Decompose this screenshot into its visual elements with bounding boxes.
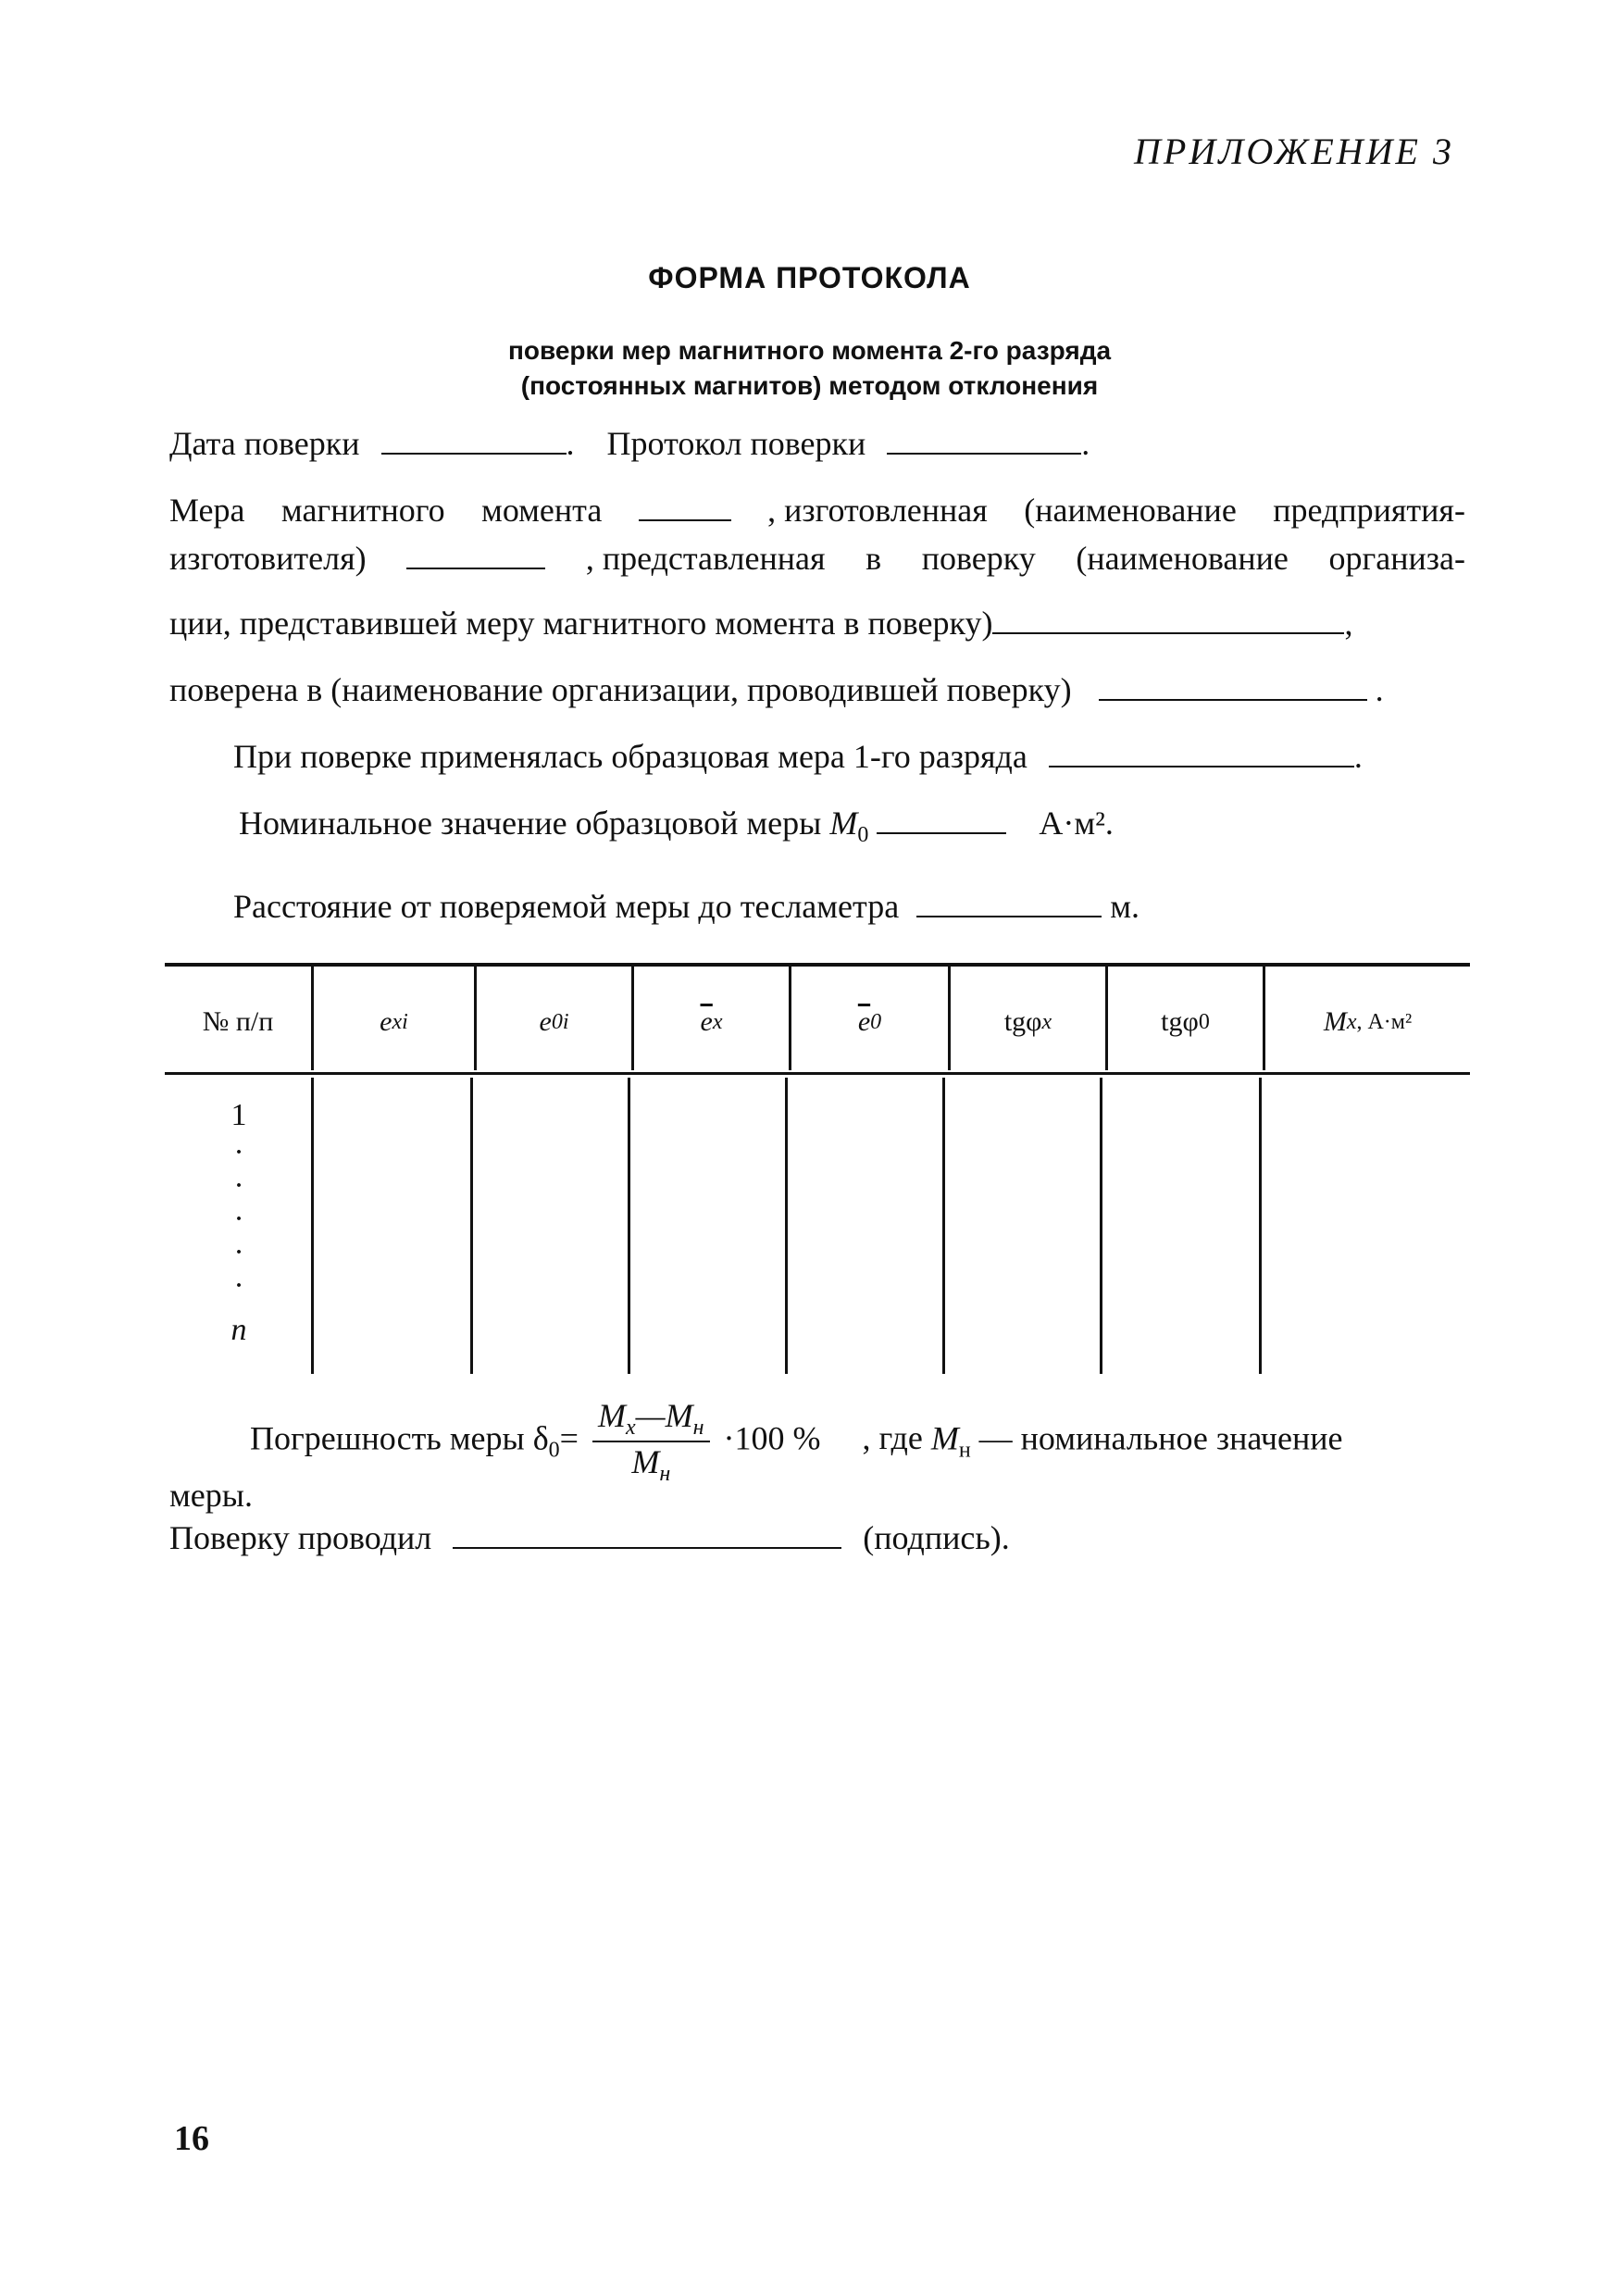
nominal-unit: А·м² xyxy=(1039,805,1105,842)
signature-label: (подпись). xyxy=(863,1519,1010,1556)
num-symbol: M xyxy=(597,1397,626,1434)
distance-field[interactable] xyxy=(916,890,1102,917)
protocol-number-field[interactable] xyxy=(887,427,1081,455)
divider xyxy=(628,1078,630,1374)
nominal-value-field[interactable] xyxy=(877,806,1006,834)
delta-symbol: δ xyxy=(532,1419,549,1457)
word: (наименование xyxy=(1024,492,1237,529)
header-symbol: tgφ xyxy=(1161,1006,1199,1037)
fraction-denominator xyxy=(592,1442,710,1487)
measure-moment-field[interactable] xyxy=(639,493,731,521)
nominal-line: Номинальное значение образцовой меры $M_0$ А·м². xyxy=(239,805,1114,848)
error-fraction xyxy=(592,1396,710,1487)
where-rest: — номинальное значение xyxy=(978,1419,1343,1457)
table-row-number: · xyxy=(233,1135,244,1169)
header-sub: x xyxy=(1346,1009,1357,1034)
measure-line-3: ции, представившей меру магнитного момента в поверку) , xyxy=(169,605,1353,642)
divider xyxy=(1100,1078,1102,1374)
subtitle-line-2: (постоянных магнитов) методом отклонения xyxy=(520,371,1099,400)
form-title: ФОРМА ПРОТОКОЛА xyxy=(648,261,971,294)
word: (наименование xyxy=(1076,540,1289,577)
m0-sub: 0 xyxy=(857,823,869,848)
divider xyxy=(1259,1078,1262,1374)
table-row-number: · xyxy=(233,1168,244,1203)
table-row-number: n xyxy=(230,1313,247,1347)
num-minus: —M xyxy=(635,1397,693,1434)
header-symbol: e xyxy=(539,1006,552,1037)
fraction-numerator xyxy=(592,1396,710,1442)
word: в xyxy=(866,540,882,577)
where-text: , где xyxy=(862,1419,923,1457)
mn-sub: н xyxy=(958,1438,971,1463)
reference-line: При поверке применялась образцовая мера 1-го разряда . xyxy=(233,738,1363,775)
delta-sub: 0 xyxy=(548,1438,560,1463)
reference-measure-field[interactable] xyxy=(1049,740,1354,767)
verifying-org-field[interactable] xyxy=(1099,673,1367,701)
word: изготовителя) xyxy=(169,540,367,577)
date-field[interactable] xyxy=(381,427,567,455)
where-line-2: меры. xyxy=(169,1477,253,1514)
header-symbol: e xyxy=(380,1006,392,1037)
column-header-ex-mean xyxy=(634,980,789,1065)
distance-unit: м. xyxy=(1110,888,1140,925)
header-sub: 0 xyxy=(1198,1009,1210,1034)
header-symbol: M xyxy=(1323,1006,1347,1037)
page-number: 16 xyxy=(174,2119,209,2158)
column-header-mx xyxy=(1265,980,1470,1065)
header-sub: 0i xyxy=(551,1009,569,1034)
word: Мера xyxy=(169,492,245,529)
protocol-label: Протокол поверки xyxy=(606,425,866,462)
word: поверку xyxy=(921,540,1036,577)
word: предприятия- xyxy=(1273,492,1465,529)
nominal-label: Номинальное значение образцовой меры xyxy=(239,805,822,842)
date-protocol-line: Дата поверки . Протокол поверки . xyxy=(169,425,1090,462)
divider xyxy=(470,1078,473,1374)
header-unit: , А·м² xyxy=(1356,1009,1413,1034)
error-formula-line: Погрешность меры $\delta_0=$ $\frac{M_x—M_н}{M_н}$ ·100 % , где $M_н$ — номинальное значение xyxy=(250,1397,1343,1487)
form-subtitle xyxy=(0,333,1619,404)
appendix-label: ПРИЛОЖЕНИЕ 3 xyxy=(1134,131,1454,172)
submitting-org-label: ции, представившей меру магнитного момента в поверку) xyxy=(169,605,993,642)
header-sub: x xyxy=(1041,1009,1052,1034)
measure-line-1 xyxy=(169,491,1465,530)
word: магнитного xyxy=(280,492,445,529)
fraction-tail: ·100 % xyxy=(723,1419,821,1457)
column-header-tgphi-x xyxy=(951,980,1105,1065)
num-sub2: н xyxy=(692,1416,704,1441)
reference-label: При поверке применялась образцовая мера 1-го разряда xyxy=(233,738,1027,775)
verified-line: поверена в (наименование организации, проводившей поверку) . xyxy=(169,671,1384,708)
divider xyxy=(942,1078,945,1374)
header-sub: 0 xyxy=(870,1009,882,1034)
distance-label: Расстояние от поверяемой меры до тесламетра xyxy=(233,888,900,925)
table-header-rule xyxy=(165,1072,1470,1075)
divider xyxy=(785,1078,788,1374)
word: момента xyxy=(481,492,603,529)
column-header-number: № п/п xyxy=(202,1006,274,1037)
measure-line-2 xyxy=(169,539,1465,578)
m0-symbol: M xyxy=(829,805,858,842)
header-symbol: tgφ xyxy=(1003,1006,1042,1037)
header-sub: x xyxy=(712,1009,723,1034)
table-top-rule xyxy=(165,963,1470,967)
column-header-tgphi-0 xyxy=(1108,980,1263,1065)
manufacturer-field[interactable] xyxy=(406,542,545,569)
num-sub: x xyxy=(625,1416,636,1441)
distance-line xyxy=(233,887,1140,926)
date-label: Дата поверки xyxy=(169,425,360,462)
word: , представленная xyxy=(585,540,826,577)
column-header-e0i xyxy=(477,980,631,1065)
error-label: Погрешность меры xyxy=(250,1419,525,1457)
performer-field[interactable] xyxy=(453,1521,841,1549)
header-symbol: $\overline{e}$ xyxy=(700,1006,713,1037)
header-sub: xi xyxy=(392,1009,408,1034)
den-sub: н xyxy=(659,1462,671,1487)
mn-symbol: M xyxy=(930,1419,959,1457)
column-header-exi xyxy=(314,980,474,1065)
table-row-number: · xyxy=(233,1202,244,1236)
table-row-number: · xyxy=(233,1235,244,1269)
header-symbol: $\overline{e}$ xyxy=(857,1006,871,1037)
verifying-org-label: поверена в (наименование организации, проводившей поверку) xyxy=(169,671,1072,708)
column-header-e0-mean xyxy=(791,980,948,1065)
performed-label: Поверку проводил xyxy=(169,1519,432,1556)
table-row-number: 1 xyxy=(230,1098,247,1132)
submitting-org-field[interactable] xyxy=(992,606,1344,634)
den-symbol: M xyxy=(631,1443,660,1481)
table-row-number: · xyxy=(233,1268,244,1303)
word: , изготовленная xyxy=(767,492,988,529)
word: организа- xyxy=(1328,540,1465,577)
subtitle-line-1: поверки мер магнитного момента 2-го разряда xyxy=(507,336,1112,365)
performed-line xyxy=(169,1518,1010,1557)
